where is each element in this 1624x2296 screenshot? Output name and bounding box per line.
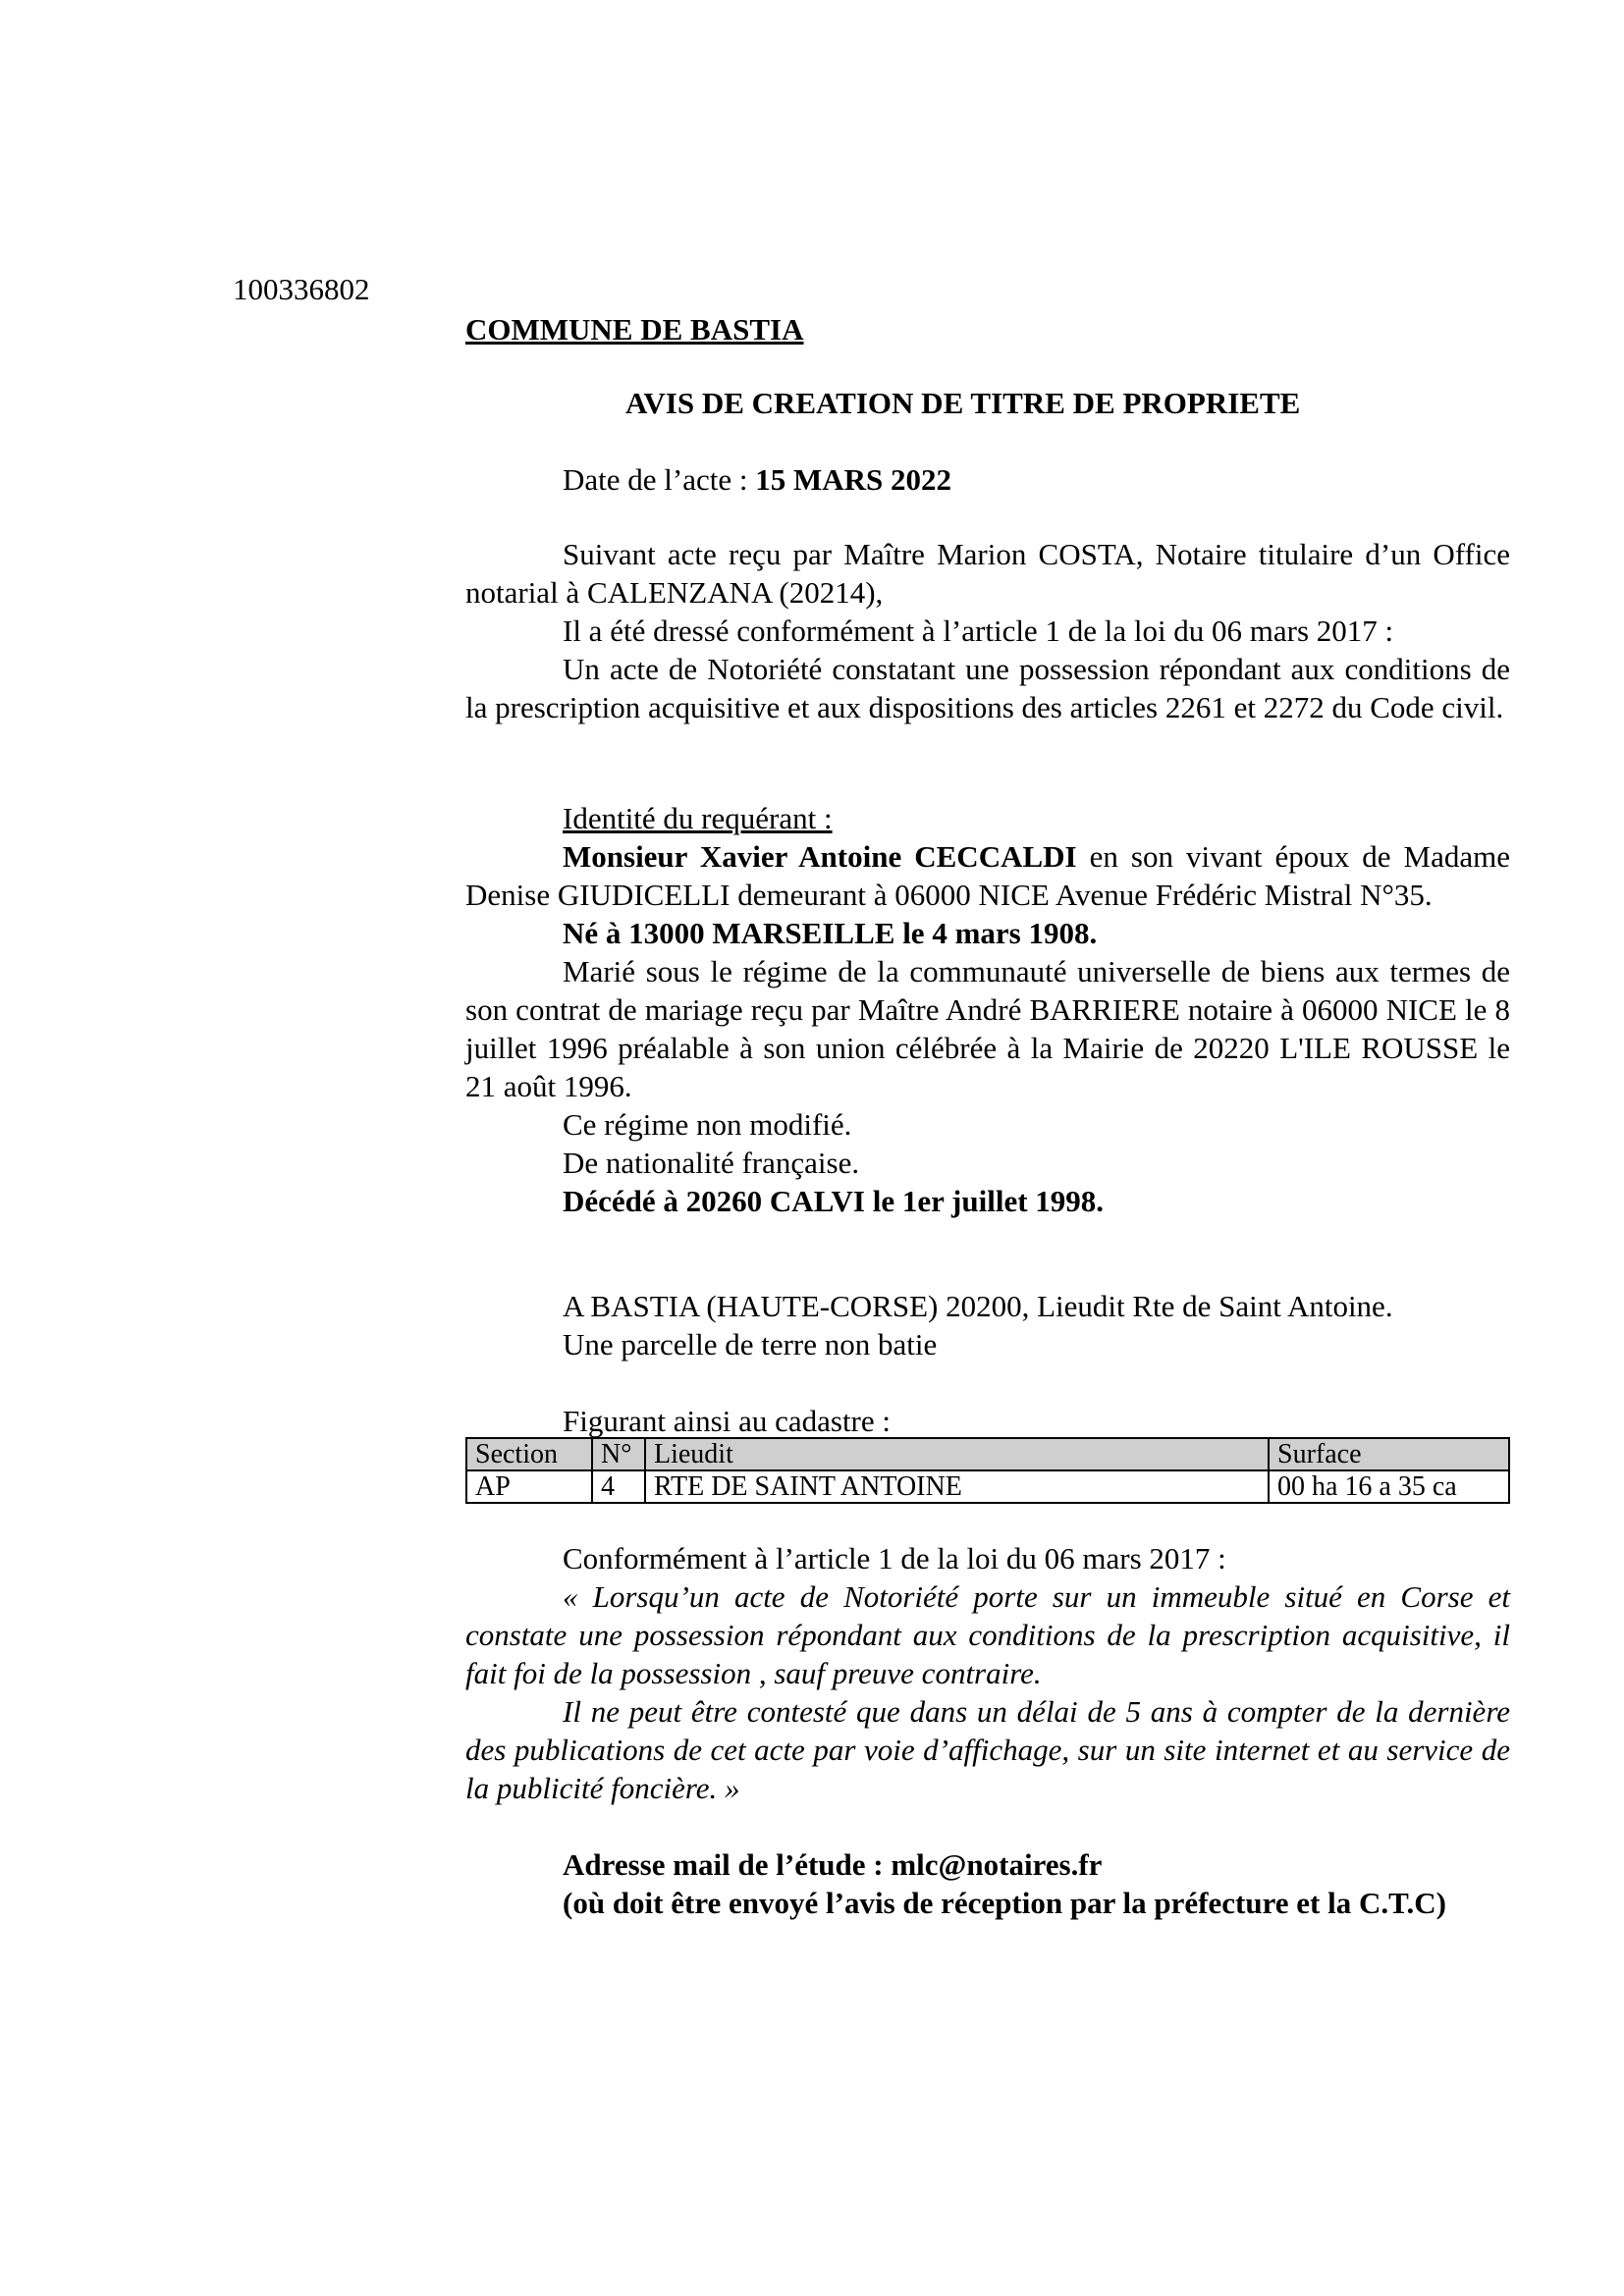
requerant-details: en son vivant époux de Madame Denise GIUDICELLI demeurant à 06000 NICE Avenue Frédéric Mistral N°35. (465, 839, 1511, 912)
cadastre-table-wrapper (465, 1437, 1510, 1504)
table-row (466, 1470, 1509, 1503)
requerant-identity (465, 837, 1510, 914)
header-surface: Surface (1269, 1438, 1509, 1470)
header-numero: N° (592, 1438, 645, 1470)
loi-quote-2: Il ne peut être contesté que dans un délai de 5 ans à compter de la dernière des publications de cet acte par voie d’affichage, sur un site internet et au service de la publicité foncière. » (465, 1694, 1510, 1805)
requerant-birth: Né à 13000 MARSEILLE le 4 mars 1908. (563, 916, 1098, 950)
contact-note: (où doit être envoyé l’avis de réception par la préfecture et la C.T.C) (563, 1886, 1446, 1920)
cell-lieudit: RTE DE SAINT ANTOINE (645, 1470, 1269, 1503)
cadastre-intro: Figurant ainsi au cadastre : (563, 1404, 892, 1438)
cadastre-header-row (466, 1438, 1509, 1470)
acte-date-value: 15 MARS 2022 (755, 462, 951, 497)
requerant-death: Décédé à 20260 CALVI le 1er juillet 1998. (563, 1184, 1105, 1218)
acte-section (465, 535, 1510, 726)
document-reference: 100336802 (233, 272, 370, 306)
bien-description: Une parcelle de terre non batie (563, 1327, 938, 1362)
cell-surface: 00 ha 16 a 35 ca (1269, 1470, 1509, 1503)
loi-intro: Conformément à l’article 1 de la loi du 06 mars 2017 : (563, 1541, 1226, 1575)
document-title: AVIS DE CREATION DE TITRE DE PROPRIETE (625, 386, 1301, 420)
requerant-regime: Ce régime non modifié. (563, 1107, 852, 1142)
bien-location: A BASTIA (HAUTE-CORSE) 20200, Lieudit Rte de Saint Antoine. (563, 1289, 1393, 1323)
contact-section (465, 1845, 1510, 1922)
loi-section (465, 1539, 1510, 1807)
acte-paragraph-2: Il a été dressé conformément à l’article 1 de la loi du 06 mars 2017 : (563, 614, 1394, 648)
requerant-nationality: De nationalité française. (563, 1146, 860, 1180)
cell-section: AP (466, 1470, 592, 1503)
header-lieudit: Lieudit (645, 1438, 1269, 1470)
cadastre-table (465, 1437, 1510, 1504)
requerant-heading: Identité du requérant : (563, 801, 833, 835)
cell-numero: 4 (592, 1470, 645, 1503)
loi-quote-1: « Lorsqu’un acte de Notoriété porte sur un immeuble situé en Corse et constate une possession répondant aux conditions de la prescription acquisitive, il fait foi de la possession , sauf preuve contraire. (465, 1579, 1510, 1690)
acte-paragraph-3: Un acte de Notoriété constatant une possession répondant aux conditions de la prescription acquisitive et aux dispositions des articles 2261 et 2272 du Code civil. (465, 652, 1510, 724)
acte-date (563, 460, 951, 499)
commune-heading: COMMUNE DE BASTIA (465, 312, 804, 347)
acte-date-label: Date de l’acte : (563, 462, 756, 497)
acte-paragraph-1: Suivant acte reçu par Maître Marion COSTA, Notaire titulaire d’un Office notarial à CALENZANA (20214), (465, 537, 1510, 610)
contact-email: Adresse mail de l’étude : mlc@notaires.fr (563, 1847, 1103, 1882)
requerant-name: Monsieur Xavier Antoine CECCALDI (563, 839, 1077, 874)
bien-section (465, 1287, 1510, 1440)
requerant-marriage: Marié sous le régime de la communauté universelle de biens aux termes de son contrat de mariage reçu par Maître André BARRIERE notaire à 06000 NICE le 8 juillet 1996 préalable à son union célébrée à la Mairie de 20220 L'ILE ROUSSE le 21 août 1996. (465, 954, 1510, 1103)
header-section: Section (466, 1438, 592, 1470)
requerant-section (465, 799, 1510, 1220)
